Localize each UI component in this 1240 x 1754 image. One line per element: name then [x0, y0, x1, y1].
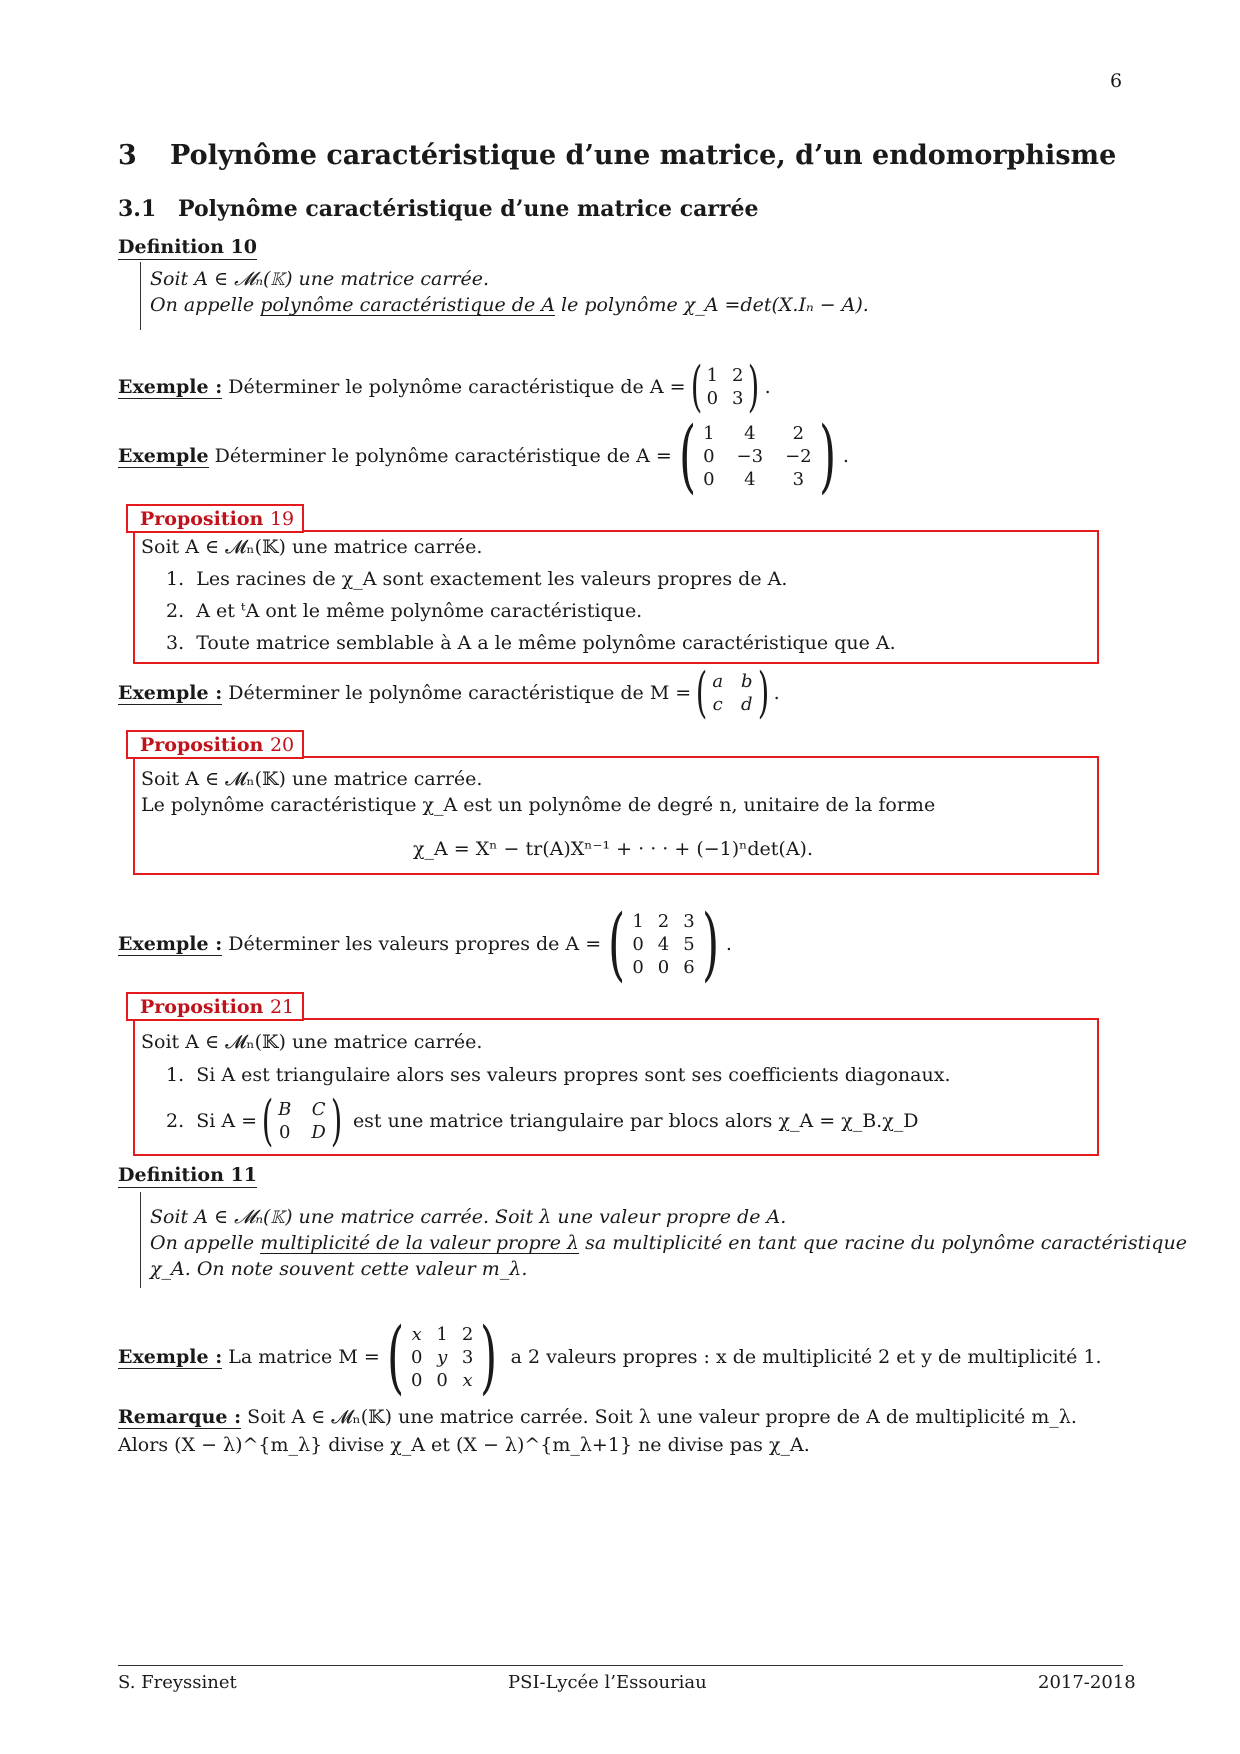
example-4: Exemple : Déterminer les valeurs propres de A = ( 1 2 3 0 4 5 0 0 6 ) .: [118, 897, 732, 990]
definition-11-line1: Soit A ∈ 𝓜ₙ(𝕂) une matrice carrée. Soit λ une valeur propre de A.: [150, 1206, 787, 1228]
subsection-number: 3.1: [118, 196, 157, 222]
footer-year: 2017-2018: [1038, 1672, 1136, 1693]
definition-10-bar: [140, 262, 141, 330]
footer-school: PSI-Lycée l’Essouriau: [508, 1672, 707, 1693]
section-title-text: Polynôme caractéristique d’une matrice, d’un endomorphisme: [170, 140, 1117, 171]
proposition-21-item-1: 1. Si A est triangulaire alors ses valeurs propres sont ses coefficients diagonaux.: [166, 1064, 951, 1086]
matrix: ( B C 0 D ): [261, 1089, 343, 1152]
example-2: Exemple Déterminer le polynôme caractéristique de A = ( 1 4 2 0 −3 −2 0 4 3 ) .: [118, 409, 849, 502]
definition-10-line1: Soit A ∈ 𝓜ₙ(𝕂) une matrice carrée.: [150, 268, 490, 290]
proposition-19-item-1: 1. Les racines de χ_A sont exactement les valeurs propres de A.: [166, 568, 788, 590]
proposition-20-formula: χ_A = Xⁿ − tr(A)Xⁿ⁻¹ + · · · + (−1)ⁿdet(A).: [413, 838, 814, 860]
matrix: ( a b c d ): [695, 661, 769, 724]
example-5: Exemple : La matrice M = ( x 1 2 0 y 3 0 0 x ) a 2 valeurs propres : x de multiplicité 2 et y de multiplicité 1.: [118, 1310, 1102, 1403]
proposition-21-label: Proposition 21: [126, 992, 304, 1021]
section-title: [118, 140, 1116, 171]
definition-11-line2: On appelle multiplicité de la valeur propre λ sa multiplicité en tant que racine du polynôme caractéristique: [150, 1232, 1187, 1254]
proposition-20-label: Proposition 20: [126, 730, 304, 759]
definition-11-line3: χ_A. On note souvent cette valeur m_λ.: [150, 1258, 528, 1280]
matrix: ( 1 2 3 0 4 5 0 0 6 ): [608, 897, 719, 990]
defined-term: polynôme caractéristique de A: [260, 294, 555, 316]
remark-label: Remarque :: [118, 1406, 242, 1428]
remark-line1: Remarque : Soit A ∈ 𝓜ₙ(𝕂) une matrice carrée. Soit λ une valeur propre de A de multiplicité m_λ.: [118, 1406, 1077, 1428]
definition-10-line2: On appelle polynôme caractéristique de A le polynôme χ_A =det(X.Iₙ − A).: [150, 294, 869, 316]
proposition-19-label: Proposition 19: [126, 504, 304, 533]
definition-11-bar: [140, 1192, 141, 1288]
remark-line2: Alors (X − λ)^{m_λ} divise χ_A et (X − λ)^{m_λ+1} ne divise pas χ_A.: [118, 1434, 810, 1456]
proposition-20-intro: Soit A ∈ 𝓜ₙ(𝕂) une matrice carrée.: [141, 768, 483, 790]
definition-11-label: Definition 11: [118, 1164, 257, 1186]
footer-rule: [118, 1665, 1123, 1666]
subsection-title-text: Polynôme caractéristique d’une matrice carrée: [178, 196, 759, 222]
proposition-19-intro: Soit A ∈ 𝓜ₙ(𝕂) une matrice carrée.: [141, 536, 483, 558]
section-number: 3: [118, 140, 137, 171]
matrix: ( x 1 2 0 y 3 0 0 x ): [386, 1310, 498, 1403]
definition-10-label: Definition 10: [118, 236, 257, 258]
proposition-19-item-2: 2. A et ᵗA ont le même polynôme caractéristique.: [166, 600, 643, 622]
proposition-20-line2: Le polynôme caractéristique χ_A est un polynôme de degré n, unitaire de la forme: [141, 794, 936, 816]
defined-term: multiplicité de la valeur propre λ: [260, 1232, 580, 1254]
subsection-title: [118, 196, 759, 222]
proposition-21-item-2: 2. Si A = ( B C 0 D ) est une matrice triangulaire par blocs alors χ_A = χ_B.χ_D: [166, 1089, 919, 1152]
page-number: 6: [1110, 70, 1123, 92]
proposition-21-intro: Soit A ∈ 𝓜ₙ(𝕂) une matrice carrée.: [141, 1031, 483, 1053]
matrix: ( 1 4 2 0 −3 −2 0 4 3 ): [678, 409, 836, 502]
proposition-19-item-3: 3. Toute matrice semblable à A a le même polynôme caractéristique que A.: [166, 632, 896, 654]
example-1: Exemple : Déterminer le polynôme caractéristique de A = ( 1 2 0 3 ) .: [118, 355, 771, 418]
footer-author: S. Freyssinet: [118, 1672, 237, 1693]
matrix: ( 1 2 0 3 ): [690, 355, 760, 418]
example-3: Exemple : Déterminer le polynôme caractéristique de M = ( a b c d ) .: [118, 661, 780, 724]
